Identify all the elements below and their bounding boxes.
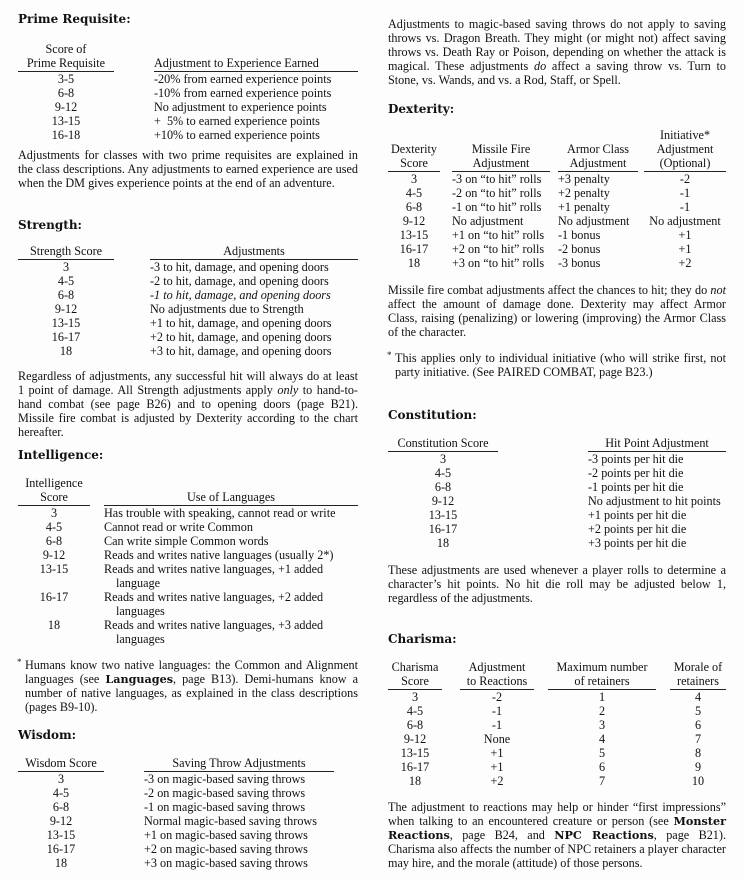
table-row: 13-15 +1 5 8: [400, 746, 702, 760]
wisdom-table: [18, 756, 358, 870]
table-row: 9-12 No adjustment to hit points: [431, 494, 721, 508]
dexterity-note: Missile fire combat adjustments affect the chances to hit; they do not affect the amount of damage done. Dexterity may affect Armor Class, raising (penalizing) or lowering (improving) the Armor Class of the character.: [388, 283, 726, 339]
col-header-armor-class: Armor Class Adjustment: [558, 128, 638, 172]
table-row: 9-12 Reads and writes native languages (usually 2*): [42, 548, 334, 562]
table-row: 9-12 None 4 7: [403, 732, 702, 746]
prime-requisite-table: [18, 42, 358, 142]
table-row: 16-18 +10% to earned experience points: [51, 128, 320, 142]
constitution-note: These adjustments are used whenever a player rolls to determine a character’s hit points. No hit die roll may be adjusted below 1, regardless of the adjustments.: [388, 563, 726, 605]
charisma-heading: Charisma:: [388, 632, 457, 646]
table-row: 3 -3 points per hit die: [439, 452, 684, 466]
table-row: 4-5 -2 points per hit die: [434, 466, 684, 480]
table-row: 16-17 +2 to hit, damage, and opening doors: [51, 330, 332, 344]
dexterity-heading: Dexterity:: [388, 102, 455, 116]
table-row: 13-15 +1 to hit, damage, and opening doors: [51, 316, 332, 330]
table-row: 18 +3 to hit, damage, and opening doors: [59, 344, 332, 358]
table-row: 16-17 +2 points per hit die: [428, 522, 687, 536]
table-row: 18 +3 points per hit die: [436, 536, 687, 550]
table-row: 6-8 -1 to hit, damage, and opening doors: [57, 288, 331, 302]
col-header-adjustments: Adjustments: [150, 244, 358, 260]
col-header-use-of-languages: Use of Languages: [104, 476, 358, 506]
col-header-morale: Morale of retainers: [670, 660, 726, 690]
table-row: 3 -3 to hit, damage, and opening doors: [62, 260, 329, 274]
table-row: 13-15 Reads and writes native languages, +1 added language: [39, 562, 324, 590]
table-row: 4-5 -2 on magic-based saving throws: [52, 786, 306, 800]
constitution-heading: Constitution:: [388, 408, 477, 422]
wisdom-saving-throw-note: Adjustments to magic-based saving throws do not apply to saving throws vs. Dragon Breath. They might (or might not) affect saving throws vs. Death Ray or Poison, depending on whether the attack is magical. These adjustments do affect a saving throw vs. Turn to Stone, vs. Wands, and vs. a Rod, Staff, or Spell.: [388, 17, 726, 87]
table-row: 9-12 No adjustment No adjustment No adjustment: [402, 214, 721, 228]
col-header-constitution-score: Constitution Score: [388, 436, 498, 452]
col-header-reactions: Adjustment to Reactions: [460, 660, 534, 690]
prime-requisite-note: Adjustments for classes with two prime requisites are explained in the class descriptions. Any adjustments to earned experience are used when the DM gives experience points at the end of an adventure.: [18, 148, 358, 190]
table-row: 18 Reads and writes native languages, +3 added languages: [47, 618, 324, 646]
table-row: 16-17 +2 on “to hit” rolls -2 bonus +1: [399, 242, 692, 256]
table-row: 13-15 +1 on “to hit” rolls -1 bonus +1: [399, 228, 692, 242]
dexterity-footnote: * This applies only to individual initiative (who will strike first, not party initiative. (See PAIRED COMBAT, page B23.): [387, 350, 726, 379]
table-row: 18 +3 on magic-based saving throws: [54, 856, 308, 870]
col-header-intelligence-score: Intelligence Score: [18, 476, 90, 506]
strength-note: Regardless of adjustments, any successful hit will always do at least 1 point of damage. All Strength adjustments apply only to hand-to-hand combat (see page B26) and to opening doors (page B21). Missile fire combat is adjusted by Dexterity according to the chart hereafter.: [18, 369, 358, 439]
col-header-strength-score: Strength Score: [18, 244, 114, 260]
strength-table: [18, 244, 358, 358]
col-header-max-retainers: Maximum number of retainers: [548, 660, 656, 690]
table-row: 4-5 -1 2 5: [406, 704, 702, 718]
prime-requisite-heading: Prime Requisite:: [18, 12, 131, 26]
table-row: 3-5 -20% from earned experience points: [57, 72, 332, 86]
table-row: 16-17 +1 6 9: [400, 760, 702, 774]
col-header-charisma-score: Charisma Score: [388, 660, 442, 690]
col-header-wisdom-score: Wisdom Score: [18, 756, 104, 772]
table-row: 9-12 No adjustments due to Strength: [54, 302, 304, 316]
table-row: 18 +2 7 10: [408, 774, 705, 788]
dexterity-table: [388, 128, 726, 270]
table-row: 6-8 -1 3 6: [406, 718, 702, 732]
table-row: 16-17 Reads and writes native languages, +2 added languages: [39, 590, 324, 618]
table-row: 6-8 -1 on “to hit” rolls +1 penalty -1: [405, 200, 691, 214]
col-header-dexterity-score: Dexterity Score: [388, 128, 440, 172]
table-row: 6-8 -1 on magic-based saving throws: [52, 800, 306, 814]
constitution-table: [388, 436, 726, 550]
table-row: 4-5 Cannot read or write Common: [45, 520, 253, 534]
table-row: 9-12 No adjustment to experience points: [54, 100, 327, 114]
table-row: 18 +3 on “to hit” rolls -3 bonus +2: [407, 256, 692, 270]
table-row: 13-15 +1 points per hit die: [428, 508, 687, 522]
table-row: 6-8 Can write simple Common words: [45, 534, 269, 548]
intelligence-footnote: * Humans know two native languages: the Common and Alignment languages (see Languages, page B13). Demi-humans know a number of native languages, as explained in the class descriptions (pages B9-10).: [17, 657, 358, 714]
table-row: 9-12 Normal magic-based saving throws: [49, 814, 317, 828]
col-header-saving-throw: Saving Throw Adjustments: [144, 756, 334, 772]
table-row: 6-8 -10% from earned experience points: [57, 86, 332, 100]
table-row: 16-17 +2 on magic-based saving throws: [46, 842, 308, 856]
table-row: 4-5 -2 on “to hit” rolls +2 penalty -1: [405, 186, 691, 200]
table-row: 3 -3 on magic-based saving throws: [57, 772, 306, 786]
charisma-table: [388, 660, 726, 788]
col-header-hit-point-adjustment: Hit Point Adjustment: [588, 436, 726, 452]
col-header-initiative: Initiative* Adjustment (Optional): [644, 128, 726, 172]
intelligence-heading: Intelligence:: [18, 448, 104, 462]
wisdom-heading: Wisdom:: [18, 728, 77, 742]
intelligence-table: [18, 476, 358, 646]
col-header-adjustment: Adjustment to Experience Earned: [154, 42, 358, 72]
charisma-note: The adjustment to reactions may help or hinder “first impressions” when talking to an encountered creature or person (see Monster Reactions, page B24, and NPC Reactions, page B21). Charisma also affects the number of NPC retainers a player character may hire, and the morale (attitude) of those persons.: [388, 800, 726, 870]
col-header-missile-fire: Missile Fire Adjustment: [452, 128, 550, 172]
table-row: 3 Has trouble with speaking, cannot read or write: [50, 506, 336, 520]
table-row: 13-15 + 5% to earned experience points: [51, 114, 320, 128]
table-row: 6-8 -1 points per hit die: [434, 480, 684, 494]
table-row: 3 -3 on “to hit” rolls +3 penalty -2: [410, 172, 691, 186]
table-row: 3 -2 1 4: [411, 690, 702, 704]
table-row: 13-15 +1 on magic-based saving throws: [46, 828, 308, 842]
col-header-score: Score of Prime Requisite: [18, 42, 114, 72]
table-row: 4-5 -2 to hit, damage, and opening doors: [57, 274, 329, 288]
strength-heading: Strength:: [18, 218, 82, 232]
